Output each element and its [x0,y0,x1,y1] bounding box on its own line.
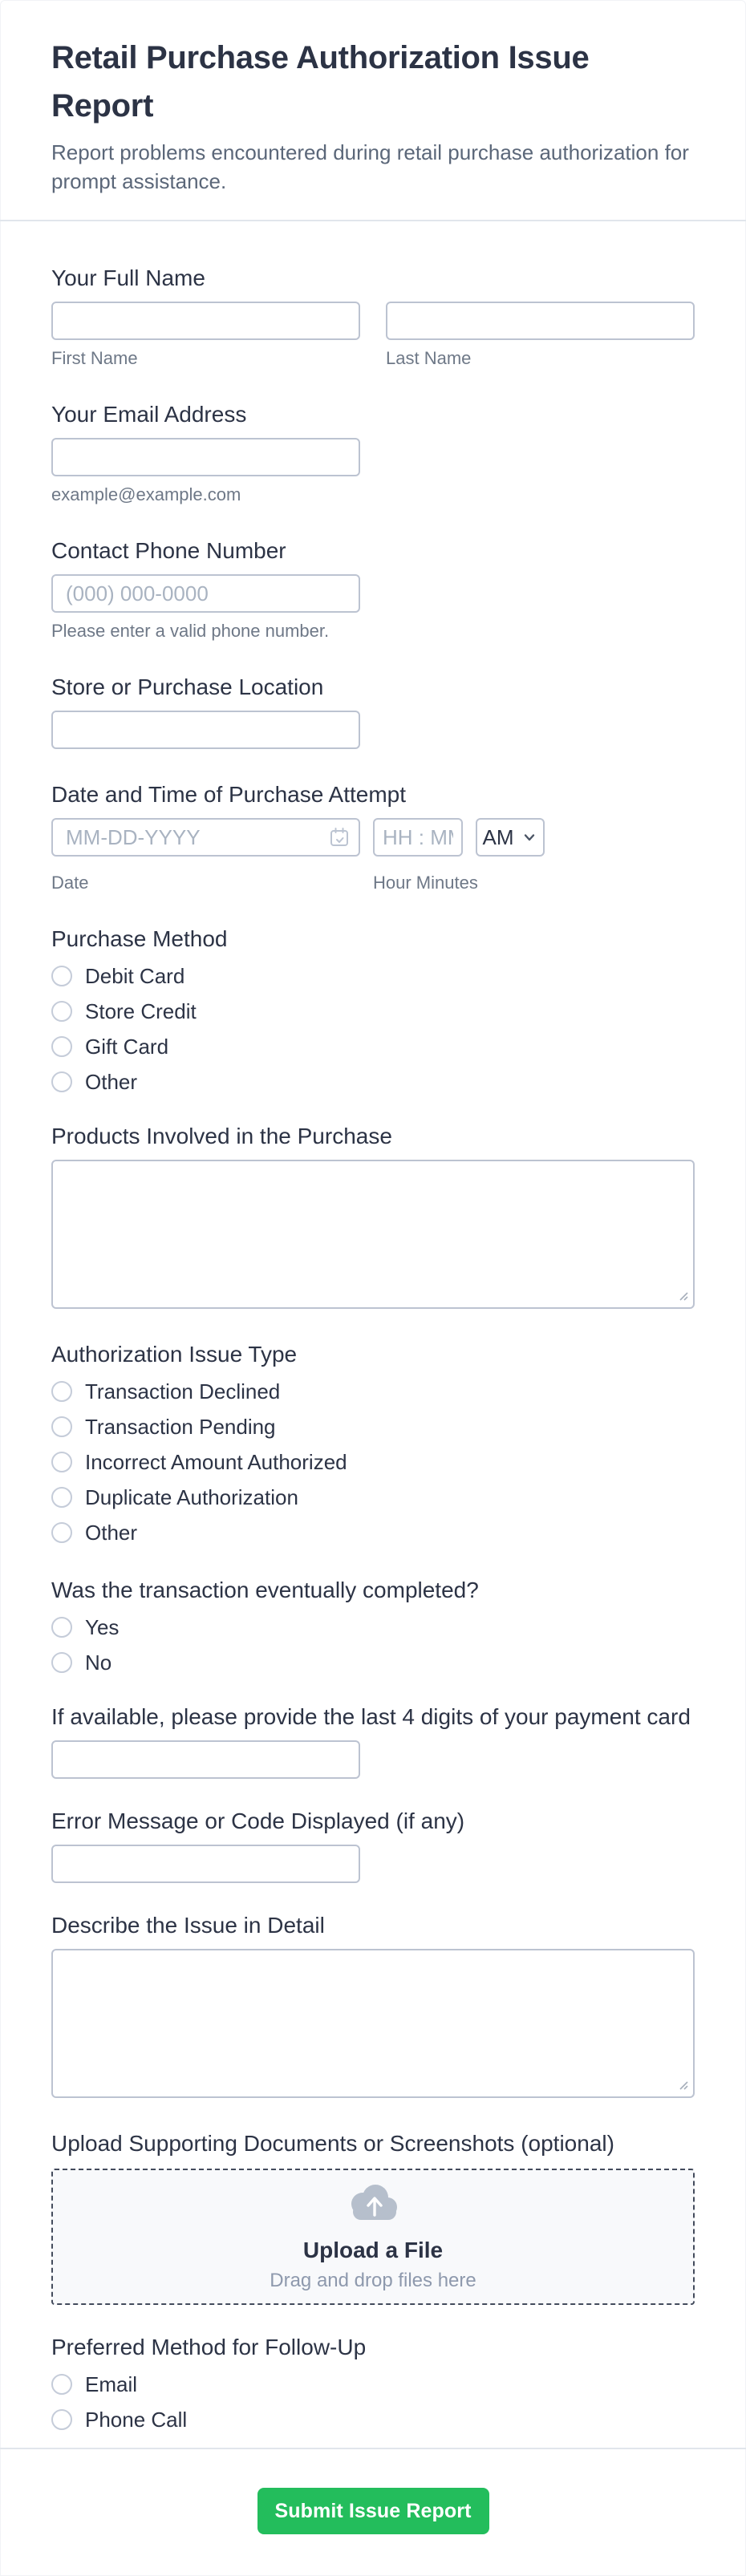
radio-label: Transaction Declined [85,1379,281,1403]
store-location-label: Store or Purchase Location [51,674,324,699]
full-name-label: Your Full Name [51,265,205,290]
date-input[interactable] [51,818,360,857]
issue-type-option-incorrect-amount[interactable] [51,1450,695,1474]
radio-button-icon[interactable] [51,1416,72,1437]
radio-label: Gift Card [85,1035,169,1059]
products-label: Products Involved in the Purchase [51,1124,392,1148]
purchase-method-option-gift-card[interactable] [51,1035,695,1059]
radio-label: Duplicate Authorization [85,1485,298,1509]
issue-type-label: Authorization Issue Type [51,1342,298,1367]
radio-button-icon[interactable] [51,2374,72,2395]
purchase-method-option-debit-card[interactable] [51,964,695,988]
describe-issue-textarea[interactable] [51,1949,695,2098]
purchase-method-option-other[interactable] [51,1070,695,1094]
transaction-completed-options [51,1615,695,1675]
first-name-sublabel: First Name [51,348,138,368]
phone-input[interactable] [51,574,360,613]
radio-button-icon[interactable] [51,1487,72,1508]
radio-label: No [85,1651,112,1675]
radio-button-icon[interactable] [51,1452,72,1472]
transaction-completed-label: Was the transaction eventually completed? [51,1578,479,1602]
purchase-method-option-store-credit[interactable] [51,999,695,1023]
page-subtitle: Report problems encountered during retail purchase authorization for prompt assistance. [51,140,689,193]
field-full-name [51,265,695,369]
time-sublabel: Hour Minutes [373,873,478,893]
field-purchase-method [51,925,695,1094]
radio-button-icon[interactable] [51,1617,72,1638]
email-input[interactable] [51,438,360,476]
follow-up-option-phone-call[interactable] [51,2408,695,2432]
field-last4 [51,1703,695,1779]
error-message-input[interactable] [51,1845,360,1883]
field-store-location [51,674,695,749]
last4-input[interactable] [51,1740,360,1779]
last-name-sublabel: Last Name [386,348,472,368]
follow-up-option-email[interactable] [51,2372,695,2396]
field-datetime [51,781,695,893]
submit-button[interactable]: Submit Issue Report [257,2488,489,2534]
time-input[interactable] [373,818,463,857]
resize-handle-icon[interactable] [677,2079,688,2090]
field-describe-issue [51,1912,695,2098]
store-location-input[interactable] [51,711,360,749]
header-divider [0,220,746,221]
last-name-input[interactable] [386,302,695,340]
upload-hint: Drag and drop files here [270,2270,476,2291]
radio-label: Other [85,1521,138,1545]
transaction-completed-option-no[interactable] [51,1651,695,1675]
error-message-label: Error Message or Code Displayed (if any) [51,1808,465,1833]
upload-label: Upload Supporting Documents or Screenshots (optional) [51,2131,614,2156]
transaction-completed-option-yes[interactable] [51,1615,695,1639]
radio-label: Transaction Pending [85,1415,276,1439]
email-sublabel: example@example.com [51,484,241,504]
radio-label: Other [85,1070,138,1094]
radio-label: Debit Card [85,964,185,988]
issue-type-option-transaction-declined[interactable] [51,1379,695,1403]
issue-type-option-other[interactable] [51,1521,695,1545]
products-textarea[interactable] [51,1160,695,1309]
datetime-label: Date and Time of Purchase Attempt [51,782,407,807]
radio-button-icon[interactable] [51,966,72,986]
field-products [51,1123,695,1309]
cloud-upload-icon [342,2181,404,2226]
resize-handle-icon[interactable] [677,1290,688,1301]
meridiem-value: AM [482,824,514,849]
follow-up-label: Preferred Method for Follow-Up [51,2335,367,2359]
radio-label: Store Credit [85,999,197,1023]
radio-button-icon[interactable] [51,1071,72,1092]
issue-type-options [51,1379,695,1545]
first-name-input[interactable] [51,302,360,340]
radio-label: Email [85,2372,138,2396]
field-phone [51,537,695,642]
chevron-down-icon [521,828,538,846]
field-error-message [51,1808,695,1883]
last4-label: If available, please provide the last 4 digits of your payment card [51,1704,691,1729]
field-transaction-completed [51,1577,695,1675]
describe-issue-label: Describe the Issue in Detail [51,1913,325,1938]
radio-label: Incorrect Amount Authorized [85,1450,347,1474]
upload-title: Upload a File [302,2238,444,2262]
purchase-method-options [51,964,695,1094]
radio-button-icon[interactable] [51,1381,72,1402]
follow-up-options [51,2372,695,2432]
purchase-method-label: Purchase Method [51,926,228,951]
page-title: Retail Purchase Authorization Issue Report [51,40,590,124]
radio-button-icon[interactable] [51,1522,72,1543]
issue-type-option-transaction-pending[interactable] [51,1415,695,1439]
meridiem-select[interactable] [476,818,545,857]
radio-button-icon[interactable] [51,1652,72,1673]
field-email [51,401,695,505]
calendar-picker-button[interactable] [328,826,351,849]
submit-row [0,2449,746,2576]
issue-type-option-duplicate-authorization[interactable] [51,1485,695,1509]
form-body [0,265,746,2448]
field-follow-up [51,2334,695,2432]
file-dropzone[interactable] [51,2169,695,2305]
radio-button-icon[interactable] [51,2409,72,2430]
field-issue-type [51,1341,695,1545]
radio-button-icon[interactable] [51,1036,72,1057]
radio-button-icon[interactable] [51,1001,72,1022]
radio-label: Phone Call [85,2408,188,2432]
form-header [0,0,746,220]
phone-sublabel: Please enter a valid phone number. [51,621,330,641]
phone-label: Contact Phone Number [51,538,286,563]
field-upload [51,2130,695,2305]
radio-label: Yes [85,1615,120,1639]
date-sublabel: Date [51,873,89,893]
email-label: Your Email Address [51,402,247,427]
calendar-icon [328,826,351,849]
